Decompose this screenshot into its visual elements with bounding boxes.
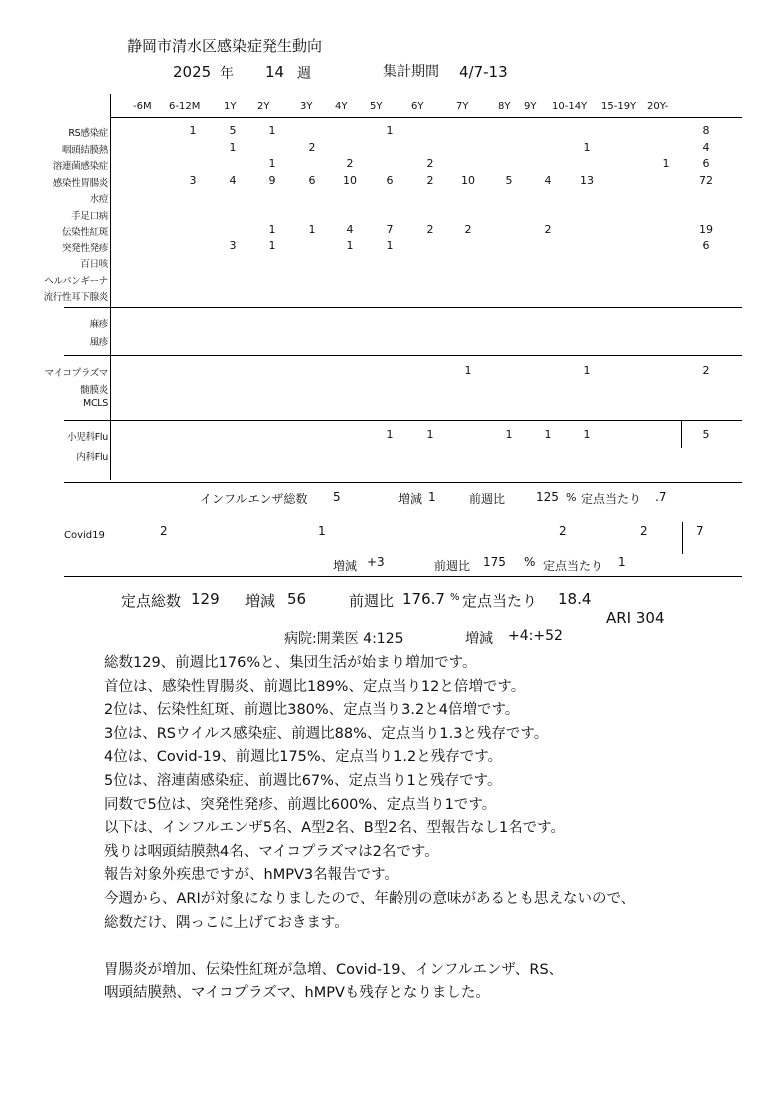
- table-cell: 10: [461, 174, 475, 187]
- row-label: MCLS: [83, 398, 108, 409]
- commentary-line: 総数だけ、隅っこに上げておきます。: [104, 914, 349, 931]
- table-cell: 1: [386, 428, 394, 441]
- covid-value: 1: [318, 524, 326, 538]
- table-cell: 1: [426, 428, 434, 441]
- section-rule-5: [64, 576, 742, 577]
- report-year: 2025: [173, 63, 212, 81]
- section-rule-2: [64, 355, 742, 356]
- influenza-total-label: インフルエンザ総数: [200, 492, 308, 506]
- covid-total-rule: [682, 522, 683, 554]
- influenza-change-label: 増減: [398, 492, 423, 506]
- influenza-pct: %: [566, 491, 577, 504]
- commentary-line: 首位は、感染性胃腸炎、前週比189%、定点当り12と倍増です。: [104, 678, 526, 695]
- hospital-change: +4:+52: [508, 628, 563, 644]
- covid-ratio-label: 前週比: [434, 559, 471, 573]
- section-rule-4: [64, 482, 742, 483]
- covid-change: +3: [367, 555, 385, 569]
- table-left-rule: [110, 94, 111, 480]
- col-header: 4Y: [335, 101, 348, 112]
- total-per-site-label: 定点当たり: [462, 592, 538, 610]
- col-header: 10-14Y: [552, 101, 588, 112]
- row-total: 4: [702, 141, 710, 154]
- commentary-line: 2位は、伝染性紅斑、前週比380%、定点当り3.2と4倍増です。: [104, 702, 520, 719]
- row-total: 6: [702, 239, 710, 252]
- table-cell: 1: [583, 141, 591, 154]
- table-cell: 1: [308, 223, 316, 236]
- table-cell: 1: [464, 364, 472, 377]
- row-label: 内科Flu: [76, 452, 108, 463]
- row-total: 5: [702, 428, 710, 441]
- commentary-line: 今週から、ARIが対象になりましたので、年齢別の意味があるとも思えないので、: [104, 890, 636, 907]
- total-ratio: 176.7: [402, 590, 445, 608]
- table-cell: 2: [544, 223, 552, 236]
- influenza-per-site: .7: [655, 490, 667, 504]
- table-cell: 1: [268, 157, 276, 170]
- commentary-line: 残りは咽頭結膜熱4名、マイコプラズマは2名です。: [104, 843, 439, 860]
- commentary-line: 4位は、Covid-19、前週比175%、定点当り1.2と残存です。: [104, 749, 503, 766]
- commentary-line: 総数129、前週比176%と、集団生活が始まり増加です。: [104, 655, 477, 671]
- row-label: 咽頭結膜熱: [61, 145, 108, 156]
- commentary-line: 咽頭結膜熱、マイコプラズマ、hMPVも残存となりました。: [104, 985, 490, 1002]
- row-label: 風疹: [89, 337, 108, 348]
- table-cell: 1: [544, 428, 552, 441]
- influenza-ratio: 125: [536, 490, 559, 504]
- table-cell: 1: [662, 157, 670, 170]
- table-cell: 1: [386, 124, 394, 137]
- col-header: 5Y: [370, 101, 383, 112]
- col-header: 1Y: [224, 101, 237, 112]
- hospital-change-label: 増減: [465, 631, 493, 647]
- col-header: -6M: [133, 101, 152, 112]
- table-cell: 7: [386, 223, 394, 236]
- row-label: 伝染性紅斑: [61, 227, 108, 238]
- covid-total: 7: [696, 524, 704, 538]
- commentary-line: 胃腸炎が増加、伝染性紅斑が急増、Covid-19、インフルエンザ、RS、: [104, 961, 564, 978]
- table-cell: 5: [229, 124, 237, 137]
- covid-per-site-label: 定点当たり: [543, 559, 604, 573]
- section-rule-3: [64, 420, 742, 421]
- row-label: 小児科Flu: [67, 432, 108, 443]
- hospital-ratio: 病院:開業医 4:125: [284, 631, 404, 647]
- period-label: 集計期間: [383, 64, 439, 80]
- table-cell: 13: [580, 174, 594, 187]
- col-header: 20Y-: [647, 101, 669, 112]
- table-cell: 2: [426, 223, 434, 236]
- row-label: 突発性発疹: [61, 243, 108, 254]
- table-cell: 9: [268, 174, 276, 187]
- commentary-line: [104, 935, 635, 959]
- table-cell: 4: [346, 223, 354, 236]
- col-header: 15-19Y: [601, 101, 637, 112]
- row-total: 8: [702, 124, 710, 137]
- table-cell: 6: [386, 174, 394, 187]
- total-pct: %: [450, 592, 460, 603]
- total-value: 129: [191, 590, 220, 608]
- table-cell: 2: [308, 141, 316, 154]
- total-label: 定点総数: [121, 592, 182, 610]
- row-label: 髄膜炎: [80, 385, 108, 396]
- table-cell: 1: [268, 239, 276, 252]
- row-label: RS感染症: [68, 128, 108, 139]
- row-label: 麻疹: [89, 319, 108, 330]
- col-header: 7Y: [456, 101, 469, 112]
- covid-ratio: 175: [483, 555, 506, 569]
- col-header: 3Y: [300, 101, 313, 112]
- section-rule-1: [64, 307, 742, 308]
- table-cell: 2: [464, 223, 472, 236]
- col-header: 2Y: [257, 101, 270, 112]
- commentary-line: 同数で5位は、突発性発疹、前週比600%、定点当り1です。: [104, 796, 497, 813]
- table-cell: 6: [308, 174, 316, 187]
- table-cell: 2: [426, 157, 434, 170]
- commentary-line: 3位は、RSウイルス感染症、前週比88%、定点当り1.3と残存です。: [104, 725, 549, 742]
- influenza-per-site-label: 定点当たり: [581, 492, 642, 506]
- covid-label: Covid19: [64, 530, 105, 541]
- total-col-rule: [681, 420, 682, 448]
- total-change: 56: [287, 590, 307, 608]
- total-change-label: 増減: [245, 592, 276, 610]
- table-cell: 3: [229, 239, 237, 252]
- row-label: 溶連菌感染症: [52, 161, 108, 172]
- row-label: ヘルパンギーナ: [44, 276, 108, 287]
- ari-total: ARI 304: [606, 609, 665, 627]
- table-cell: 1: [583, 428, 591, 441]
- table-cell: 1: [268, 223, 276, 236]
- table-cell: 4: [544, 174, 552, 187]
- col-header: 9Y: [524, 101, 537, 112]
- header-rule: [110, 117, 742, 118]
- covid-change-label: 増減: [333, 559, 358, 573]
- table-cell: 1: [229, 141, 237, 154]
- row-label: 手足口病: [71, 211, 108, 222]
- report-week: 14: [265, 63, 285, 81]
- covid-value: 2: [640, 524, 648, 538]
- report-year-unit: 年: [220, 66, 234, 82]
- covid-value: 2: [160, 524, 168, 538]
- period-range: 4/7-13: [459, 63, 508, 81]
- table-cell: 2: [426, 174, 434, 187]
- table-cell: 1: [505, 428, 513, 441]
- row-label: 水痘: [89, 194, 108, 205]
- row-label: 感染性胃腸炎: [52, 178, 108, 189]
- table-cell: 1: [268, 124, 276, 137]
- row-total: 2: [702, 364, 710, 377]
- table-cell: 5: [505, 174, 513, 187]
- covid-pct: %: [524, 555, 536, 569]
- influenza-total: 5: [333, 490, 341, 504]
- commentary-line: 報告対象外疾患ですが、hMPV3名報告です。: [104, 867, 399, 884]
- report-week-unit: 週: [297, 66, 311, 82]
- table-cell: 1: [386, 239, 394, 252]
- commentary-line: 5位は、溶連菌感染症、前週比67%、定点当り1と残存です。: [104, 772, 502, 789]
- row-total: 72: [699, 174, 713, 187]
- table-cell: 2: [346, 157, 354, 170]
- table-cell: 10: [343, 174, 357, 187]
- total-per-site: 18.4: [558, 590, 592, 608]
- table-cell: 3: [189, 174, 197, 187]
- table-cell: 1: [583, 364, 591, 377]
- covid-per-site: 1: [618, 555, 626, 569]
- total-ratio-label: 前週比: [349, 592, 395, 610]
- page-title: 静岡市清水区感染症発生動向: [127, 37, 323, 55]
- table-cell: 4: [229, 174, 237, 187]
- commentary-line: 以下は、インフルエンザ5名、A型2名、B型2名、型報告なし1名です。: [104, 820, 566, 837]
- col-header: 8Y: [498, 101, 511, 112]
- influenza-ratio-label: 前週比: [469, 492, 506, 506]
- row-label: 流行性耳下腺炎: [43, 292, 108, 303]
- table-cell: 1: [346, 239, 354, 252]
- col-header: 6-12M: [169, 101, 201, 112]
- table-cell: 1: [189, 124, 197, 137]
- row-total: 6: [702, 157, 710, 170]
- influenza-change: 1: [428, 490, 436, 504]
- col-header: 6Y: [411, 101, 424, 112]
- covid-value: 2: [559, 524, 567, 538]
- row-label: マイコプラズマ: [44, 368, 108, 379]
- row-total: 19: [699, 223, 713, 236]
- commentary: [104, 652, 635, 1006]
- row-label: 百日咳: [80, 259, 108, 270]
